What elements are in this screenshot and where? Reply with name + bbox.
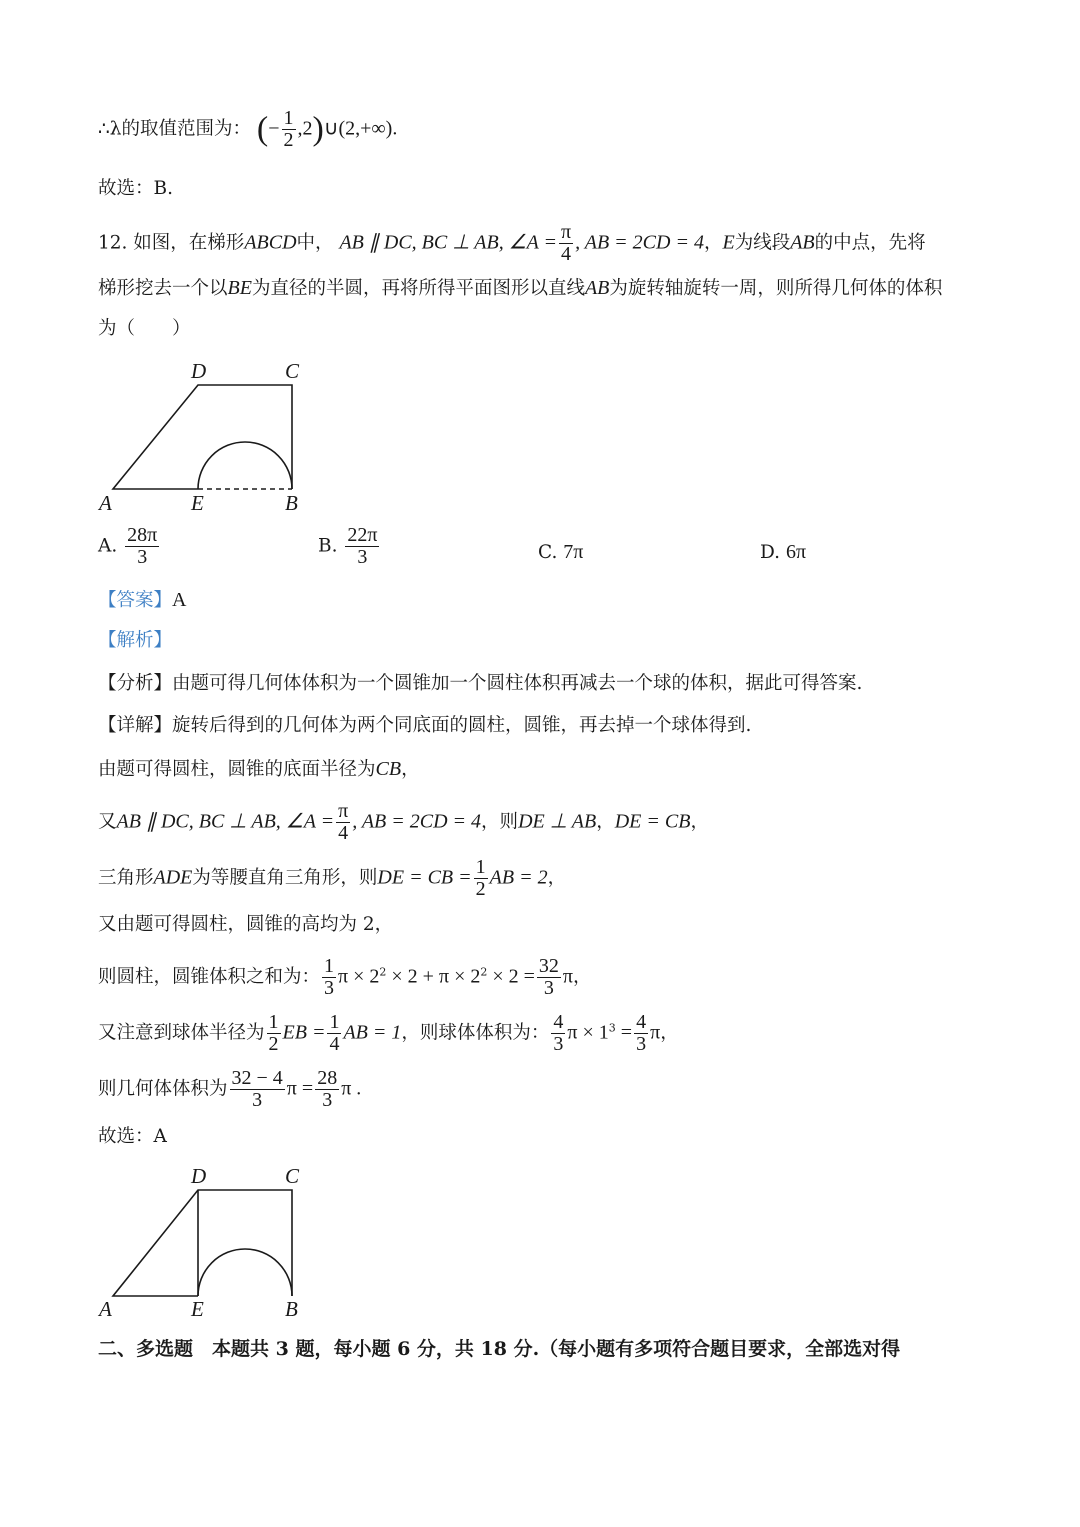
frac-final <box>315 1068 339 1111</box>
prev-choice: 故选：B. <box>98 178 173 199</box>
option-value: 6π <box>785 541 807 563</box>
solution-line-5 <box>98 956 592 999</box>
question-line-2 <box>98 278 942 299</box>
frac-den: 2 <box>283 129 294 151</box>
frac-num: 1 <box>283 107 294 129</box>
segment-ab: AB <box>790 231 815 254</box>
frac-pi-4 <box>336 801 350 844</box>
answer-value: A <box>172 589 187 611</box>
frac-den: 3 <box>553 1033 564 1055</box>
line-ab: AB <box>584 277 610 299</box>
sol-math: EB = <box>282 1021 326 1044</box>
frac-den: 4 <box>561 243 572 265</box>
label-c: C <box>285 359 300 383</box>
solution-line-1 <box>98 759 420 780</box>
detail-line <box>98 717 751 736</box>
frac-den: 4 <box>329 1033 340 1055</box>
sol-end: ， <box>547 867 567 889</box>
option-value: 7π <box>563 541 584 563</box>
exponent: 2 <box>379 965 387 979</box>
frac-half <box>474 857 488 900</box>
frac-den: 3 <box>543 977 554 999</box>
sol-end: ， <box>660 1022 679 1044</box>
frac-pi-4 <box>559 222 573 265</box>
range-line <box>98 108 397 151</box>
sol-text: ，则球体体积为： <box>401 1022 550 1044</box>
text-b: 为直径的半圆，再将所得平面图形以直线 <box>251 278 585 299</box>
frac-num: 28π <box>127 524 158 546</box>
sol-math: = <box>615 1021 633 1044</box>
frac-den: 3 <box>137 546 148 568</box>
frac-den: 3 <box>324 977 335 999</box>
sol-text: 则几何体体积为 <box>98 1078 228 1100</box>
frac-den: 3 <box>636 1033 647 1055</box>
trapezoid-outline <box>113 1190 292 1296</box>
label-d: D <box>191 359 207 383</box>
sol-text: 由题可得圆柱，圆锥的底面半径为 <box>98 759 376 780</box>
sol-text: 又注意到球体半径为 <box>98 1022 265 1044</box>
frac-num: 1 <box>324 955 335 977</box>
frac-four-thirds <box>551 1012 565 1055</box>
frac-half <box>282 108 296 151</box>
option-letter: B. <box>318 535 338 557</box>
analysis-text: 由题可得几何体体积为一个圆锥加一个圆柱体积再减去一个球的体积，据此可得答案. <box>172 673 863 694</box>
frac-num: 1 <box>268 1011 279 1033</box>
frac-half <box>267 1012 281 1055</box>
solution-line-6 <box>98 1012 679 1055</box>
option-frac <box>345 525 379 568</box>
section-heading: 二、多选题 本题共 3 题，每小题 6 分，共 18 分.（每小题有多项符合题目要求，全部选对得 <box>98 1338 901 1360</box>
frac-diff <box>230 1068 285 1111</box>
sol-math: DE = CB = <box>377 866 472 889</box>
frac-den: 3 <box>322 1089 333 1111</box>
option-frac <box>125 525 159 568</box>
figure-trapezoid <box>95 355 325 520</box>
analysis-tag: 【解析】 <box>98 630 173 651</box>
text-a: 梯形挖去一个以 <box>98 278 228 299</box>
frac-num: 4 <box>636 1011 647 1033</box>
sol-math: π × 1 <box>567 1021 609 1044</box>
sol-math: DE ⊥ AB <box>518 810 597 833</box>
frac-num: 32 − 4 <box>231 1067 283 1089</box>
sol-math: ADE <box>153 866 193 889</box>
sol-end: ， <box>690 811 709 833</box>
text-d: 为旋转轴旋转一周，则所得几何体的体积 <box>609 278 943 299</box>
sol-end: ， <box>573 966 592 988</box>
option-letter: D. <box>760 542 781 563</box>
frac-num: 1 <box>475 856 486 878</box>
option-letter: C. <box>538 542 558 563</box>
label-b: B <box>285 1297 298 1321</box>
frac-den: 2 <box>475 878 486 900</box>
option-d[interactable] <box>760 541 806 564</box>
figure-solution <box>95 1162 325 1327</box>
frac-num: π <box>338 800 349 822</box>
semicircle <box>198 1249 292 1296</box>
semicircle <box>198 442 292 489</box>
option-b[interactable] <box>318 525 381 568</box>
sol-math: AB ∥ DC, BC ⊥ AB, ∠A = <box>116 810 335 833</box>
comma: ， <box>703 232 723 254</box>
answer-tag: 【答案】 <box>98 590 173 611</box>
sol-math: CB <box>375 758 402 780</box>
segment-be: BE <box>227 277 252 299</box>
sol-text: 三角形 <box>98 867 154 889</box>
label-c: C <box>285 1164 300 1188</box>
frac-num: 32 <box>538 955 559 977</box>
sol-math: π <box>650 1021 661 1044</box>
frac-quarter <box>327 1012 341 1055</box>
frac-num: 28 <box>317 1067 338 1089</box>
solution-line-3 <box>98 857 566 900</box>
label-a: A <box>99 491 112 515</box>
union-sign: ∪ <box>323 117 339 140</box>
exponent: 2 <box>480 965 488 979</box>
question-number: 12. 如图，在梯形 <box>98 232 245 254</box>
detail-label: 【详解】 <box>98 715 173 736</box>
sol-math: AB = 1 <box>343 1021 402 1044</box>
frac-den: 2 <box>268 1033 279 1055</box>
frac-four-thirds <box>634 1012 648 1055</box>
sol-math: , AB = 2CD = 4 <box>352 810 482 833</box>
analysis-label: 【分析】 <box>98 673 173 694</box>
label-b: B <box>285 491 298 515</box>
frac-den: 3 <box>357 546 368 568</box>
solution-line-7 <box>98 1068 361 1111</box>
sol-math: π = <box>286 1077 314 1100</box>
text-midpoint: 的中点，先将 <box>814 232 926 254</box>
label-e: E <box>191 491 204 515</box>
frac-third <box>322 956 336 999</box>
label-e: E <box>191 1297 204 1321</box>
minus-sign: − <box>268 117 280 140</box>
sol-math: π × 2 <box>338 965 380 988</box>
sol-text: ，则 <box>481 811 519 833</box>
question-line-3: 为（ ） <box>98 318 191 339</box>
paren-open: ( <box>256 110 269 148</box>
frac-num: 4 <box>553 1011 564 1033</box>
solution-line-2 <box>98 801 709 844</box>
option-a[interactable] <box>98 525 161 568</box>
frac-den: 4 <box>338 822 349 844</box>
frac-result <box>537 956 561 999</box>
condition-1: AB ∥ DC, BC ⊥ AB, ∠A = <box>339 231 557 254</box>
question-line-1 <box>98 222 926 265</box>
frac-den: 3 <box>252 1089 263 1111</box>
analysis-line <box>98 675 862 694</box>
sol-math: AB = 2 <box>489 866 548 889</box>
range-period: . <box>392 117 398 140</box>
text-in: 中， <box>296 232 334 254</box>
answer-line <box>98 590 186 611</box>
sol-end: ， <box>401 759 420 780</box>
sol-text: 为等腰直角三角形，则 <box>192 867 378 889</box>
frac-num: 1 <box>329 1011 340 1033</box>
label-d: D <box>191 1164 207 1188</box>
frac-num: 22π <box>347 524 378 546</box>
sol-math: DE = CB <box>614 810 691 833</box>
label-a: A <box>99 1297 112 1321</box>
option-letter: A. <box>98 535 118 557</box>
point-e: E <box>722 231 735 254</box>
solution-line-4: 又由题可得圆柱，圆锥的高均为 2， <box>98 914 394 935</box>
sol-end: π . <box>341 1077 362 1100</box>
sol-math: π <box>562 965 574 988</box>
trapezoid-outline <box>113 385 292 489</box>
option-c[interactable] <box>538 541 583 564</box>
frac-num: π <box>561 221 572 243</box>
trapezoid-name: ABCD <box>244 231 297 254</box>
range-prefix: ∴λ的取值范围为： <box>98 118 251 140</box>
condition-2: , AB = 2CD = 4 <box>575 231 704 254</box>
sol-text: 又 <box>98 811 117 833</box>
range-rest: ,2 <box>297 117 313 140</box>
sol-math: × 2 = <box>487 965 535 988</box>
text-segment: 为线段 <box>734 232 791 254</box>
exponent: 3 <box>608 1021 616 1035</box>
solution-choice: 故选：A <box>98 1126 167 1147</box>
detail-text: 旋转后得到的几何体为两个同底面的圆柱，圆锥，再去掉一个球体得到. <box>172 715 752 736</box>
sol-math: × 2 + π × 2 <box>386 965 481 988</box>
paren-close: ) <box>312 110 324 148</box>
sol-text: 则圆柱，圆锥体积之和为： <box>98 966 321 988</box>
sol-text: ， <box>596 811 615 833</box>
range-second: (2,+∞) <box>338 117 393 140</box>
